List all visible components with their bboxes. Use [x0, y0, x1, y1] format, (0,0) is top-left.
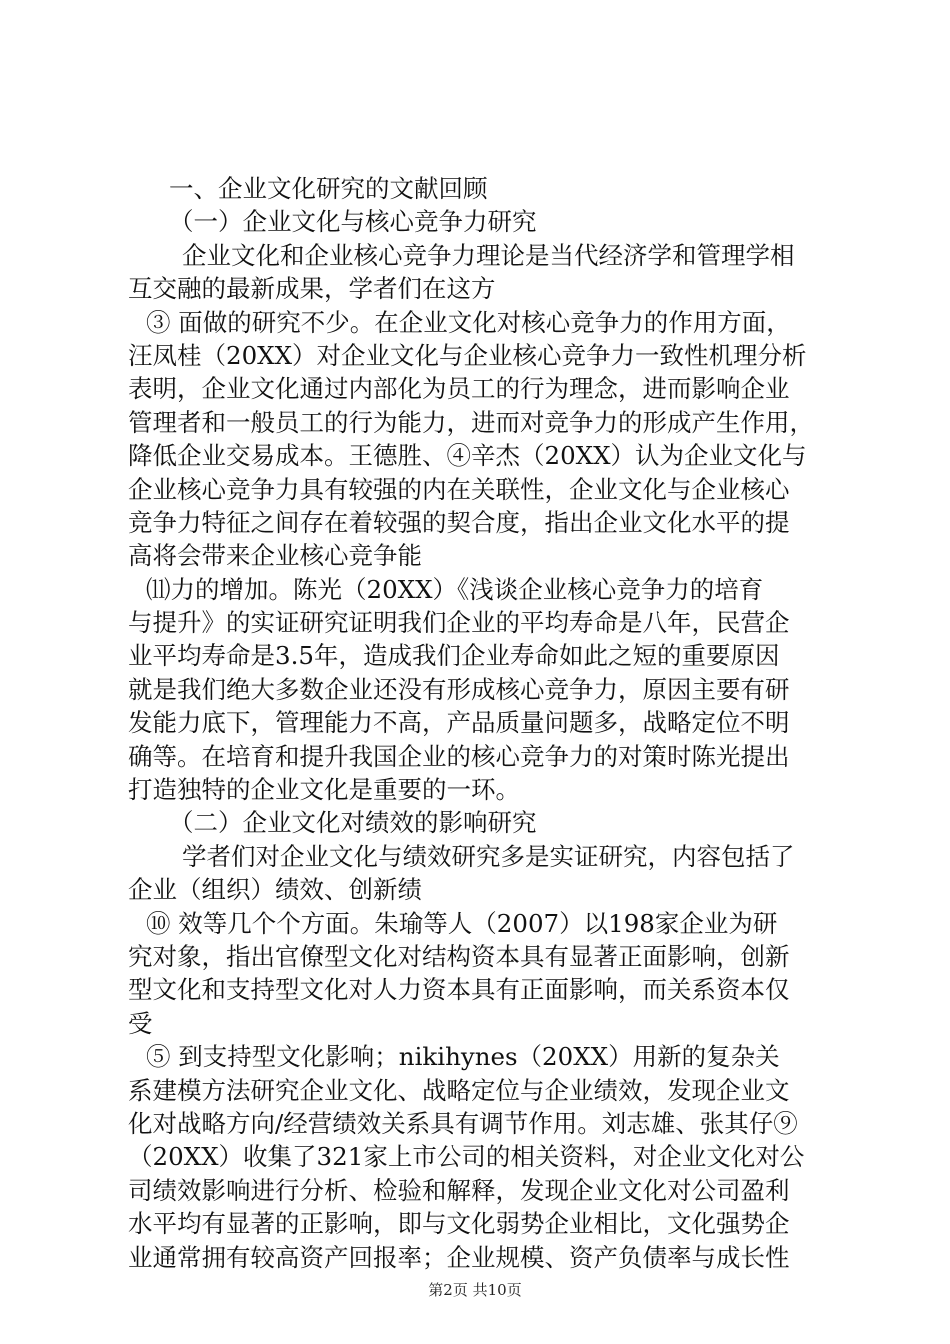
paragraph-line: ⑤ 到支持型文化影响；nikihynes（20XX）用新的复杂关 [146, 1042, 780, 1072]
paragraph-line: 业通常拥有较高资产回报率；企业规模、资产负债率与成长性 [128, 1242, 790, 1272]
paragraph-line: 企业文化和企业核心竞争力理论是当代经济学和管理学相 [182, 240, 795, 270]
paragraph-line: 究对象，指出官僚型文化对结构资本具有显著正面影响，创新 [128, 941, 790, 971]
paragraph-line: ⑩ 效等几个个方面。朱瑜等人（2007）以198家企业为研 [146, 908, 778, 938]
paragraph-line: （20XX）收集了321家上市公司的相关资料，对企业文化对公 [128, 1142, 805, 1172]
paragraph-line: 企业（组织）绩效、创新绩 [128, 875, 422, 905]
subsection-heading: （二）企业文化对绩效的影响研究 [169, 808, 537, 838]
paragraph-line: 业平均寿命是3.5年，造成我们企业寿命如此之短的重要原因 [128, 641, 780, 671]
paragraph-line: 互交融的最新成果，学者们在这方 [128, 274, 496, 304]
paragraph-line: 化对战略方向/经营绩效关系具有调节作用。刘志雄、张其仔⑨ [128, 1108, 798, 1138]
paragraph-line: 系建模方法研究企业文化、战略定位与企业绩效，发现企业文 [128, 1075, 790, 1105]
subsection-heading: （一）企业文化与核心竞争力研究 [169, 207, 537, 237]
paragraph-line: 水平均有显著的正影响，即与文化弱势企业相比，文化强势企 [128, 1209, 790, 1239]
paragraph-line: 降低企业交易成本。王德胜、④辛杰（20XX）认为企业文化与 [128, 441, 807, 471]
paragraph-line: 企业核心竞争力具有较强的内在关联性，企业文化与企业核心 [128, 474, 790, 504]
paragraph-line: 确等。在培育和提升我国企业的核心竞争力的对策时陈光提出 [128, 741, 790, 771]
paragraph-line: ③ 面做的研究不少。在企业文化对核心竞争力的作用方面， [146, 307, 791, 337]
page-footer [0, 1280, 950, 1300]
paragraph-line: 型文化和支持型文化对人力资本具有正面影响，而关系资本仅 [128, 975, 790, 1005]
paragraph-line: ⑾力的增加。陈光（20XX）《浅谈企业核心竞争力的培育 [146, 574, 764, 604]
paragraph-line: 司绩效影响进行分析、检验和解释，发现企业文化对公司盈利 [128, 1175, 790, 1205]
paragraph-line: 与提升》的实证研究证明我们企业的平均寿命是八年，民营企 [128, 608, 790, 638]
paragraph-line: 发能力底下，管理能力不高，产品质量问题多，战略定位不明 [128, 708, 790, 738]
paragraph-line: 就是我们绝大多数企业还没有形成核心竞争力，原因主要有研 [128, 674, 790, 704]
paragraph-line: 竞争力特征之间存在着较强的契合度，指出企业文化水平的提 [128, 507, 790, 537]
section-heading: 一、企业文化研究的文献回顾 [169, 174, 488, 203]
body-text [128, 172, 838, 1274]
paragraph-line: 表明，企业文化通过内部化为员工的行为理念，进而影响企业 [128, 374, 790, 404]
paragraph-line: 管理者和一般员工的行为能力，进而对竞争力的形成产生作用， [128, 407, 814, 437]
paragraph-line: 汪凤桂（20XX）对企业文化与企业核心竞争力一致性机理分析 [128, 340, 807, 370]
paragraph-line: 打造独特的企业文化是重要的一环。 [128, 775, 520, 805]
page-number-label: 第2页 共10页 [428, 1281, 522, 1299]
paragraph-line: 高将会带来企业核心竞争能 [128, 541, 422, 571]
paragraph-line: 受 [128, 1008, 153, 1038]
paragraph-line: 学者们对企业文化与绩效研究多是实证研究，内容包括了 [182, 841, 795, 871]
